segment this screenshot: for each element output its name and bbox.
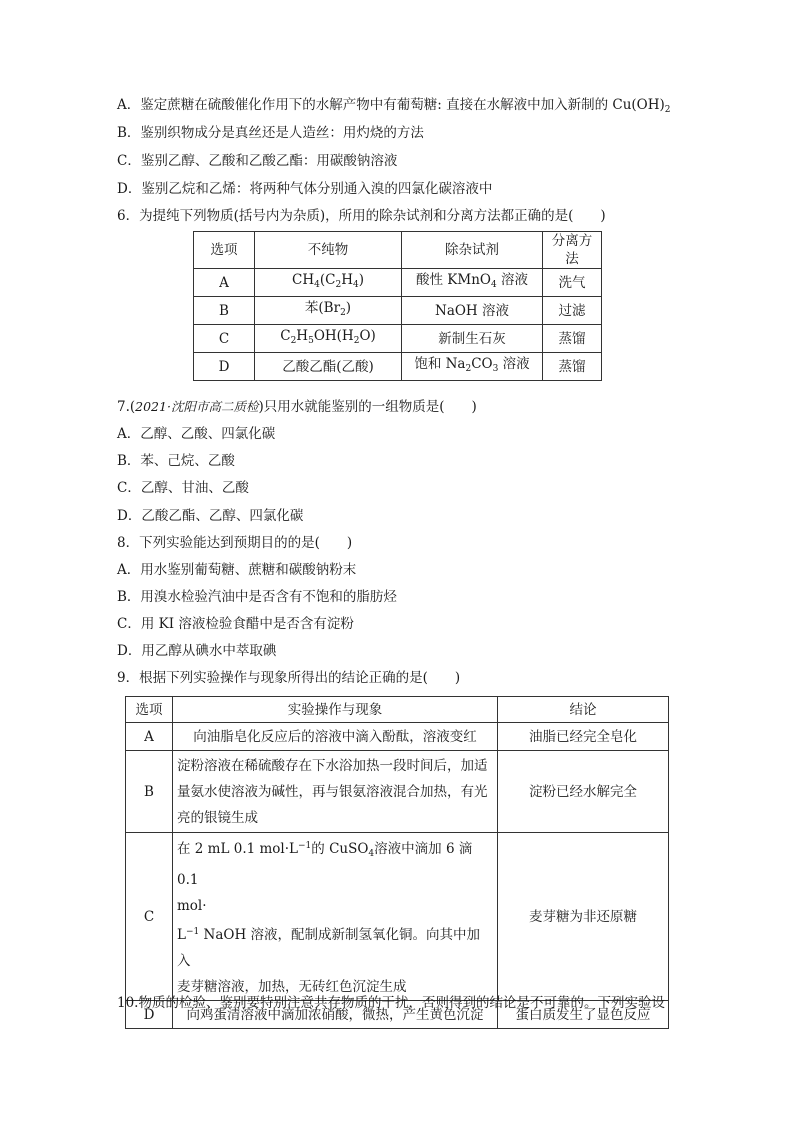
q6-impure: 苯$(Br_2)$ [255, 297, 402, 325]
q8-option-a: A．用水鉴别葡萄糖、蔗糖和碳酸钠粉末 [117, 562, 357, 578]
table-row [194, 269, 602, 297]
q6-option: A [194, 269, 255, 297]
table-row [194, 297, 602, 325]
table-row [126, 751, 669, 833]
q9-header-option: 选项 [126, 697, 173, 723]
q6-header-reagent: 除杂试剂 [402, 232, 543, 269]
q6-method: 蒸馏 [543, 325, 602, 353]
q6-header-impure: 不纯物 [255, 232, 402, 269]
q10-stem: 10.物质的检验、鉴别要特别注意共存物质的干扰，否则得到的结论是不可靠的。下列实验设 [117, 995, 665, 1011]
q6-method: 洗气 [543, 269, 602, 297]
q6-impure: 乙酸乙酯(乙酸) [255, 353, 402, 381]
q7-option-c: C．乙醇、甘油、乙酸 [117, 480, 249, 496]
q7-option-d: D．乙酸乙酯、乙醇、四氯化碳 [117, 508, 304, 524]
q9-stem: 9．根据下列实验操作与现象所得出的结论正确的是( ) [117, 670, 461, 686]
table-row [194, 353, 602, 381]
q9-header-conclusion: 结论 [498, 697, 669, 723]
q5-option-a: A．鉴定蔗糖在硫酸催化作用下的水解产物中有葡萄糖: 直接在水解液中加入新制的 $Cu(OH)_2$ [117, 97, 671, 115]
q6-option: C [194, 325, 255, 353]
q6-header-option: 选项 [194, 232, 255, 269]
q6-reagent: 饱和 $Na_2CO_3$ 溶液 [402, 353, 543, 381]
q8-option-b: B．用溴水检验汽油中是否含有不饱和的脂肪烃 [117, 589, 397, 605]
q6-impure: $C_2H_5OH(H_2O)$ [255, 325, 402, 353]
q6-header-method: 分离方法 [543, 232, 602, 269]
q9-conclusion: 麦芽糖为非还原糖 [498, 833, 669, 1001]
q9-operation: 向鸡蛋清溶液中滴加浓硝酸，微热，产生黄色沉淀 [173, 1001, 498, 1029]
q6-option: B [194, 297, 255, 325]
q9-header-row [126, 697, 669, 723]
q6-table [193, 231, 602, 381]
q6-header-row [194, 232, 602, 269]
q9-option: A [126, 723, 173, 751]
q9-conclusion: 淀粉已经水解完全 [498, 751, 669, 833]
q8-option-c: C．用 KI 溶液检验食醋中是否含有淀粉 [117, 616, 354, 632]
q5-option-c: C．鉴别乙醇、乙酸和乙酸乙酯：用碳酸钠溶液 [117, 153, 398, 169]
q8-stem: 8．下列实验能达到预期目的的是( ) [117, 535, 353, 551]
q9-conclusion: 蛋白质发生了显色反应 [498, 1001, 669, 1029]
q6-reagent: 酸性 KMnO$_4$ 溶液 [402, 269, 543, 297]
q9-conclusion: 油脂已经完全皂化 [498, 723, 669, 751]
q8-option-d: D．用乙醇从碘水中萃取碘 [117, 643, 277, 659]
q7-option-a: A．乙醇、乙酸、四氯化碳 [117, 426, 276, 442]
q9-option: B [126, 751, 173, 833]
q9-operation: 在 2 mL 0.1 $mol\cdot L^{-1}$的 CuSO$_4$溶液中滴加 6 滴 0.1 mol· $L^{-1}$ NaOH 溶液，配制成新制氢氧化铜。向其中加入 麦芽糖溶液，加热，无砖红色沉淀生成 [173, 833, 498, 1001]
q6-impure: $CH_4(C_2H_4)$ [255, 269, 402, 297]
q9-operation: 向油脂皂化反应后的溶液中滴入酚酞，溶液变红 [173, 723, 498, 751]
q9-table [125, 696, 669, 1029]
q9-option: C [126, 833, 173, 1001]
q6-stem: 6．为提纯下列物质(括号内为杂质)，所用的除杂试剂和分离方法都正确的是( ) [117, 208, 606, 224]
q9-header-operation: 实验操作与现象 [173, 697, 498, 723]
table-row [126, 833, 669, 1001]
q7-source: 2021·沈阳市高二质检 [135, 399, 259, 414]
q5-option-d: D．鉴别乙烷和乙烯：将两种气体分别通入溴的四氯化碳溶液中 [117, 181, 493, 197]
q7-option-b: B．苯、己烷、乙酸 [117, 453, 235, 469]
q6-reagent: 新制生石灰 [402, 325, 543, 353]
q7-stem: 7.(2021·沈阳市高二质检)只用水就能鉴别的一组物质是( ) [117, 399, 477, 415]
q6-method: 蒸馏 [543, 353, 602, 381]
q6-reagent: NaOH 溶液 [402, 297, 543, 325]
q6-option: D [194, 353, 255, 381]
q9-option: D [126, 1001, 173, 1029]
q5-option-b: B．鉴别织物成分是真丝还是人造丝：用灼烧的方法 [117, 125, 424, 141]
table-row [194, 325, 602, 353]
q6-method: 过滤 [543, 297, 602, 325]
q9-operation: 淀粉溶液在稀硫酸存在下水浴加热一段时间后，加适 量氨水使溶液为碱性，再与银氨溶液混合加热，有光 亮的银镜生成 [173, 751, 498, 833]
table-row [126, 723, 669, 751]
